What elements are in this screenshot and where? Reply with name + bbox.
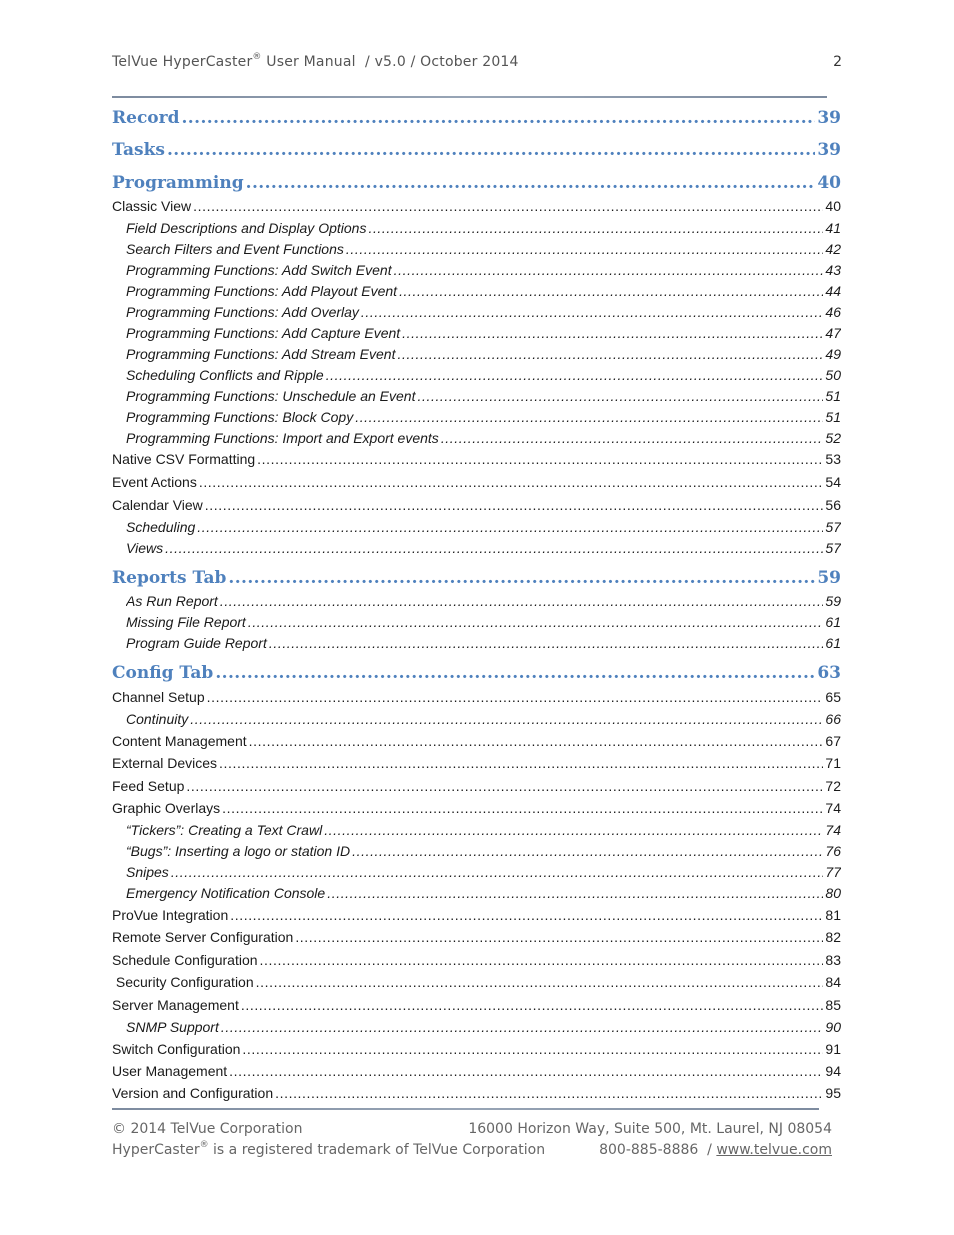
toc-dot-leader	[441, 430, 824, 446]
toc-entry-page: 74	[825, 800, 841, 816]
toc-entry-level-2[interactable]	[112, 997, 841, 1017]
toc-entry-page: 94	[825, 1063, 841, 1079]
toc-entry-page: 52	[825, 430, 841, 446]
toc-entry-level-2[interactable]	[112, 1063, 841, 1083]
toc-entry-label: Version and Configuration	[112, 1085, 274, 1101]
toc-entry-level-2[interactable]	[112, 907, 841, 927]
toc-dot-leader	[221, 1019, 824, 1035]
toc-dot-leader	[346, 241, 824, 257]
footer-address: 16000 Horizon Way, Suite 500, Mt. Laurel, NJ 08054	[468, 1121, 832, 1137]
toc-entry-label: Scheduling Conflicts and Ripple	[126, 367, 324, 383]
toc-entry-label: Config Tab	[112, 663, 214, 683]
toc-dot-leader	[167, 140, 815, 160]
toc-entry-label: Programming	[112, 173, 244, 193]
toc-dot-leader	[205, 497, 824, 513]
toc-dot-leader	[220, 593, 824, 609]
toc-entry-page: 66	[825, 711, 841, 727]
toc-entry-level-3[interactable]	[126, 711, 841, 731]
toc-entry-level-3[interactable]	[126, 635, 841, 655]
toc-entry-level-2[interactable]	[112, 1085, 841, 1105]
toc-entry-page: 46	[825, 304, 841, 320]
toc-entry-level-3[interactable]	[126, 1019, 841, 1039]
toc-entry-page: 71	[825, 755, 841, 771]
title-product: TelVue HyperCaster	[112, 54, 253, 70]
toc-entry-page: 83	[825, 952, 841, 968]
toc-entry-label: Continuity	[126, 711, 189, 727]
toc-entry-level-3[interactable]	[126, 593, 841, 613]
footer-contact	[599, 1142, 832, 1158]
footer-copyright: © 2014 TelVue Corporation	[112, 1121, 303, 1137]
toc-dot-leader	[193, 198, 823, 214]
toc-entry-level-1[interactable]	[112, 140, 841, 164]
toc-entry-page: 39	[817, 140, 841, 160]
toc-entry-level-3[interactable]	[126, 346, 841, 366]
footer-divider	[112, 1108, 819, 1110]
toc-dot-leader	[295, 929, 823, 945]
toc-dot-leader	[171, 864, 824, 880]
toc-entry-level-3[interactable]	[126, 864, 841, 884]
toc-entry-level-2[interactable]	[112, 497, 841, 517]
toc-entry-label: Tasks	[112, 140, 165, 160]
toc-entry-label: Programming Functions: Add Playout Event	[126, 283, 398, 299]
toc-entry-level-2[interactable]	[112, 451, 841, 471]
toc-entry-page: 81	[825, 907, 841, 923]
toc-entry-label: Record	[112, 108, 180, 128]
toc-entry-page: 85	[825, 997, 841, 1013]
toc-entry-page: 74	[825, 822, 841, 838]
toc-entry-page: 50	[825, 367, 841, 383]
toc-entry-label: Security Configuration	[112, 974, 254, 990]
toc-dot-leader	[165, 540, 823, 556]
toc-entry-label: “Tickers”: Creating a Text Crawl	[126, 822, 323, 838]
toc-dot-leader	[394, 262, 824, 278]
toc-entry-page: 84	[825, 974, 841, 990]
toc-entry-label: Classic View	[112, 198, 192, 214]
footer-trademark	[112, 1142, 545, 1158]
toc-dot-leader	[241, 997, 824, 1013]
toc-entry-level-2[interactable]	[112, 1041, 841, 1061]
toc-entry-page: 57	[825, 540, 841, 556]
toc-dot-leader	[197, 519, 823, 535]
document-title	[112, 54, 519, 70]
toc-dot-leader	[186, 778, 823, 794]
toc-dot-leader	[326, 367, 824, 383]
toc-entry-page: 47	[825, 325, 841, 341]
toc-entry-label: Programming Functions: Add Switch Event	[126, 262, 392, 278]
toc-entry-label: Feed Setup	[112, 778, 185, 794]
toc-entry-label: Views	[126, 540, 164, 556]
toc-entry-label: Scheduling	[126, 519, 196, 535]
toc-entry-label: Switch Configuration	[112, 1041, 241, 1057]
toc-entry-page: 77	[825, 864, 841, 880]
toc-entry-level-3[interactable]	[126, 822, 841, 842]
toc-dot-leader	[361, 304, 824, 320]
header-divider	[112, 96, 827, 98]
toc-entry-label: Content Management	[112, 733, 247, 749]
toc-dot-leader	[207, 689, 824, 705]
toc-entry-page: 51	[825, 388, 841, 404]
trademark-registered-mark: ®	[199, 1140, 209, 1150]
toc-entry-level-2[interactable]	[112, 689, 841, 709]
toc-entry-label: Programming Functions: Add Capture Event	[126, 325, 401, 341]
toc-entry-label: Programming Functions: Add Stream Event	[126, 346, 396, 362]
toc-entry-page: 95	[825, 1085, 841, 1101]
toc-entry-level-2[interactable]	[112, 474, 841, 494]
toc-entry-level-2[interactable]	[112, 778, 841, 798]
toc-entry-label: Emergency Notification Console	[126, 885, 326, 901]
toc-dot-leader	[215, 663, 815, 683]
registered-mark: ®	[252, 52, 262, 62]
toc-dot-leader	[368, 220, 823, 236]
toc-dot-leader	[275, 1085, 823, 1101]
toc-entry-page: 67	[825, 733, 841, 749]
toc-entry-level-3[interactable]	[126, 283, 841, 303]
toc-entry-label: Programming Functions: Import and Export events	[126, 430, 439, 446]
toc-entry-label: Missing File Report	[126, 614, 246, 630]
toc-entry-level-3[interactable]	[126, 614, 841, 634]
toc-entry-label: Event Actions	[112, 474, 197, 490]
toc-dot-leader	[190, 711, 823, 727]
toc-entry-level-2[interactable]	[112, 974, 841, 994]
toc-entry-level-2[interactable]	[112, 198, 841, 218]
toc-entry-page: 59	[817, 568, 841, 588]
toc-dot-leader	[398, 346, 824, 362]
toc-entry-level-3[interactable]	[126, 388, 841, 408]
toc-entry-page: 40	[817, 173, 841, 193]
toc-entry-page: 65	[825, 689, 841, 705]
toc-entry-page: 39	[817, 108, 841, 128]
toc-entry-label: As Run Report	[126, 593, 218, 609]
toc-entry-label: Field Descriptions and Display Options	[126, 220, 367, 236]
toc-entry-label: Remote Server Configuration	[112, 929, 294, 945]
toc-entry-page: 59	[825, 593, 841, 609]
toc-dot-leader	[222, 800, 823, 816]
toc-dot-leader	[324, 822, 823, 838]
toc-entry-page: 61	[825, 614, 841, 630]
toc-dot-leader	[199, 474, 824, 490]
toc-entry-page: 42	[825, 241, 841, 257]
toc-dot-leader	[181, 108, 815, 128]
toc-entry-label: Graphic Overlays	[112, 800, 221, 816]
toc-entry-page: 41	[825, 220, 841, 236]
toc-entry-level-1[interactable]	[112, 663, 841, 687]
toc-entry-page: 80	[825, 885, 841, 901]
toc-entry-level-3[interactable]	[126, 241, 841, 261]
toc-entry-level-3[interactable]	[126, 304, 841, 324]
toc-entry-level-3[interactable]	[126, 430, 841, 450]
toc-dot-leader	[230, 907, 823, 923]
toc-entry-page: 54	[825, 474, 841, 490]
trademark-text: is a registered trademark of TelVue Corporation	[208, 1142, 546, 1158]
toc-entry-level-2[interactable]	[112, 733, 841, 753]
footer-phone: 800-885-8886 /	[599, 1142, 717, 1158]
toc-dot-leader	[399, 283, 823, 299]
page-number: 2	[833, 54, 842, 70]
toc-entry-label: Schedule Configuration	[112, 952, 258, 968]
toc-entry-level-1[interactable]	[112, 108, 841, 132]
title-rest: User Manual / v5.0 / October 2014	[261, 54, 519, 70]
trademark-product: HyperCaster	[112, 1142, 200, 1158]
toc-entry-level-3[interactable]	[126, 409, 841, 429]
footer-website-link[interactable]: www.telvue.com	[716, 1142, 832, 1158]
toc-entry-label: Snipes	[126, 864, 169, 880]
toc-entry-label: External Devices	[112, 755, 218, 771]
toc-entry-label: Calendar View	[112, 497, 203, 513]
toc-entry-page: 53	[825, 451, 841, 467]
toc-dot-leader	[355, 409, 823, 425]
toc-dot-leader	[228, 568, 815, 588]
toc-entry-page: 76	[825, 843, 841, 859]
toc-entry-level-3[interactable]	[126, 325, 841, 345]
toc-entry-label: Server Management	[112, 997, 239, 1013]
toc-entry-level-2[interactable]	[112, 755, 841, 775]
toc-entry-label: “Bugs”: Inserting a logo or station ID	[126, 843, 351, 859]
toc-entry-label: Native CSV Formatting	[112, 451, 256, 467]
toc-entry-label: User Management	[112, 1063, 228, 1079]
toc-entry-label: Channel Setup	[112, 689, 205, 705]
toc-entry-page: 72	[825, 778, 841, 794]
toc-entry-page: 61	[825, 635, 841, 651]
toc-entry-level-3[interactable]	[126, 540, 841, 560]
toc-entry-label: Search Filters and Event Functions	[126, 241, 344, 257]
toc-entry-level-3[interactable]	[126, 885, 841, 905]
toc-entry-page: 63	[817, 663, 841, 683]
toc-entry-level-3[interactable]	[126, 262, 841, 282]
toc-entry-page: 43	[825, 262, 841, 278]
toc-dot-leader	[256, 974, 824, 990]
toc-entry-level-2[interactable]	[112, 800, 841, 820]
toc-dot-leader	[249, 733, 824, 749]
toc-entry-page: 51	[825, 409, 841, 425]
toc-entry-level-1[interactable]	[112, 568, 841, 592]
toc-entry-level-3[interactable]	[126, 519, 841, 539]
toc-entry-level-1[interactable]	[112, 173, 841, 197]
toc-entry-label: Programming Functions: Add Overlay	[126, 304, 359, 320]
toc-entry-page: 57	[825, 519, 841, 535]
toc-dot-leader	[260, 952, 824, 968]
toc-entry-level-3[interactable]	[126, 367, 841, 387]
toc-entry-level-2[interactable]	[112, 952, 841, 972]
toc-dot-leader	[417, 388, 823, 404]
toc-dot-leader	[219, 755, 823, 771]
toc-entry-page: 49	[825, 346, 841, 362]
toc-dot-leader	[246, 173, 816, 193]
page-header	[112, 54, 842, 74]
toc-entry-label: Programming Functions: Block Copy	[126, 409, 354, 425]
toc-dot-leader	[269, 635, 824, 651]
toc-dot-leader	[352, 843, 823, 859]
toc-entry-page: 91	[825, 1041, 841, 1057]
toc-entry-label: ProVue Integration	[112, 907, 229, 923]
toc-entry-label: SNMP Support	[126, 1019, 219, 1035]
toc-entry-page: 90	[825, 1019, 841, 1035]
toc-entry-label: Program Guide Report	[126, 635, 267, 651]
toc-entry-page: 56	[825, 497, 841, 513]
toc-entry-level-3[interactable]	[126, 220, 841, 240]
toc-entry-label: Reports Tab	[112, 568, 227, 588]
toc-dot-leader	[248, 614, 824, 630]
toc-dot-leader	[229, 1063, 823, 1079]
toc-entry-page: 40	[825, 198, 841, 214]
toc-dot-leader	[402, 325, 823, 341]
toc-entry-level-2[interactable]	[112, 929, 841, 949]
toc-dot-leader	[242, 1041, 823, 1057]
toc-entry-page: 82	[825, 929, 841, 945]
toc-dot-leader	[257, 451, 823, 467]
toc-entry-page: 44	[825, 283, 841, 299]
toc-entry-label: Programming Functions: Unschedule an Event	[126, 388, 416, 404]
toc-entry-level-3[interactable]	[126, 843, 841, 863]
toc-dot-leader	[327, 885, 823, 901]
